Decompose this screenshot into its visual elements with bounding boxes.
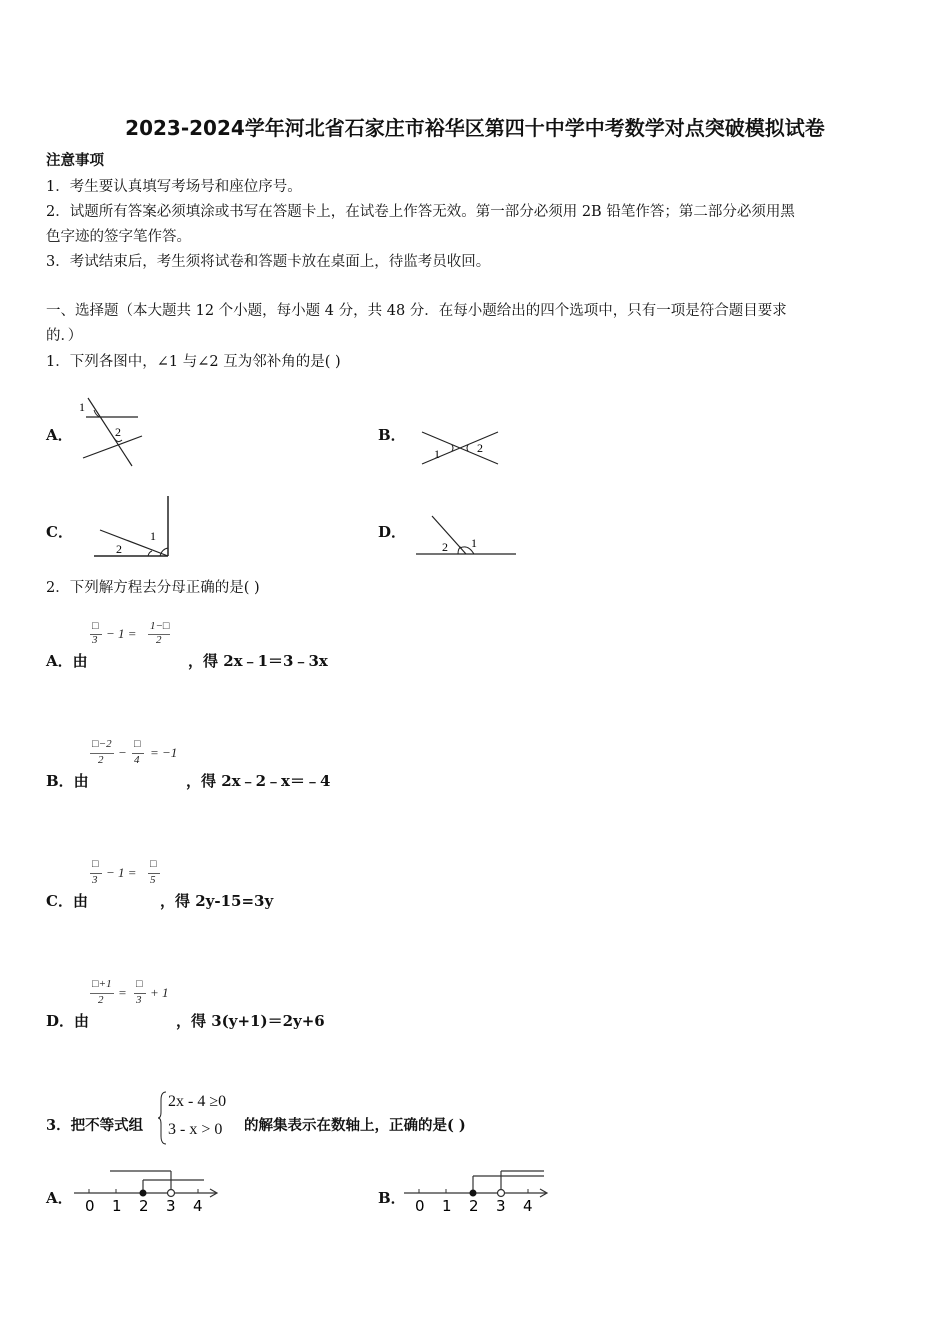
q1-figure-d [414, 514, 518, 558]
question-3-stem-pre: 3．把不等式组 [46, 1117, 144, 1134]
equation-b: □−2 2 − □ 4 = −1 [92, 738, 178, 766]
axis-tick-2: 2 [469, 1197, 479, 1215]
q3-number-line-b [404, 1166, 554, 1216]
q1-option-a-label: A． [46, 426, 73, 444]
q1-figure-b [420, 428, 500, 468]
q3-option-b-label: B． [378, 1189, 406, 1207]
fig-label-2: 2 [477, 441, 483, 455]
axis-tick-2: 2 [139, 1197, 149, 1215]
axis-tick-1: 1 [112, 1197, 122, 1215]
axis-tick-0: 0 [415, 1197, 425, 1215]
notice-item: 1．考生要认真填写考场号和座位序号。 [46, 179, 302, 195]
system-brace [158, 1090, 168, 1146]
equation-d: □+1 2 = □ 3 + 1 [92, 978, 169, 1006]
axis-tick-4: 4 [523, 1197, 533, 1215]
q2-option-c-result: ，得 2y-15=3y [160, 892, 274, 910]
question-3-stem-post: 的解集表示在数轴上，正确的是( ) [244, 1117, 466, 1134]
q1-figure-a [76, 396, 146, 466]
section-heading: 一、选择题（本大题共 12 个小题，每小题 4 分，共 48 分．在每小题给出的四个选项中，只有一项是符合题目要求 [46, 303, 787, 319]
question-2-stem: 2．下列解方程去分母正确的是( ) [46, 580, 260, 596]
q2-option-b-label: B．由 [46, 772, 89, 790]
section-heading-cont: 的．） [46, 328, 83, 344]
notice-item: 色字迹的签字笔作答。 [46, 229, 191, 245]
fig-label-1: 1 [79, 400, 85, 414]
q2-option-b-result: ，得 2x﹣2﹣x＝﹣4 [186, 772, 331, 790]
axis-tick-1: 1 [442, 1197, 452, 1215]
fig-label-1: 1 [471, 536, 477, 550]
axis-tick-3: 3 [496, 1197, 506, 1215]
q1-option-d-label: D． [378, 523, 407, 541]
q2-option-c-label: C．由 [46, 892, 88, 910]
notice-item: 3．考试结束后，考生须将试卷和答题卡放在桌面上，待监考员收回。 [46, 254, 491, 270]
notice-item: 2．试题所有答案必须填涂或书写在答题卡上，在试卷上作答无效。第一部分必须用 2B 铅笔作答；第二部分必须用黑 [46, 204, 795, 220]
system-line-2: 3 - x > 0 [168, 1121, 223, 1138]
fig-label-1: 1 [150, 529, 156, 543]
q2-option-a-result: ，得 2x﹣1＝3﹣3x [188, 652, 328, 670]
fig-label-2: 2 [115, 425, 121, 439]
fig-label-1: 1 [434, 447, 440, 461]
q1-option-c-label: C． [46, 523, 73, 541]
equation-c: □ 3 − 1 = □ 5 [92, 858, 157, 886]
system-line-1: 2x - 4 ≥0 [168, 1093, 227, 1110]
q1-figure-c [92, 494, 172, 558]
q3-option-a-label: A． [46, 1189, 73, 1207]
notice-heading: 注意事项 [46, 152, 104, 169]
equation-a: □ 3 − 1 = 1−□ 2 [92, 620, 170, 646]
axis-tick-3: 3 [166, 1197, 176, 1215]
q2-option-d-result: ，得 3(y+1)＝2y+6 [176, 1012, 325, 1030]
q2-option-d-label: D．由 [46, 1012, 90, 1030]
fig-label-2: 2 [116, 542, 122, 556]
fig-label-2: 2 [442, 540, 448, 554]
question-1-stem: 1．下列各图中，∠1 与∠2 互为邻补角的是( ) [46, 354, 341, 370]
q3-number-line-a [74, 1166, 224, 1216]
q1-option-b-label: B． [378, 426, 406, 444]
axis-tick-4: 4 [193, 1197, 203, 1215]
axis-tick-0: 0 [85, 1197, 95, 1215]
page-title: 2023-2024学年河北省石家庄市裕华区第四十中学中考数学对点突破模拟试卷 [125, 116, 825, 140]
q2-option-a-label: A．由 [46, 652, 88, 670]
